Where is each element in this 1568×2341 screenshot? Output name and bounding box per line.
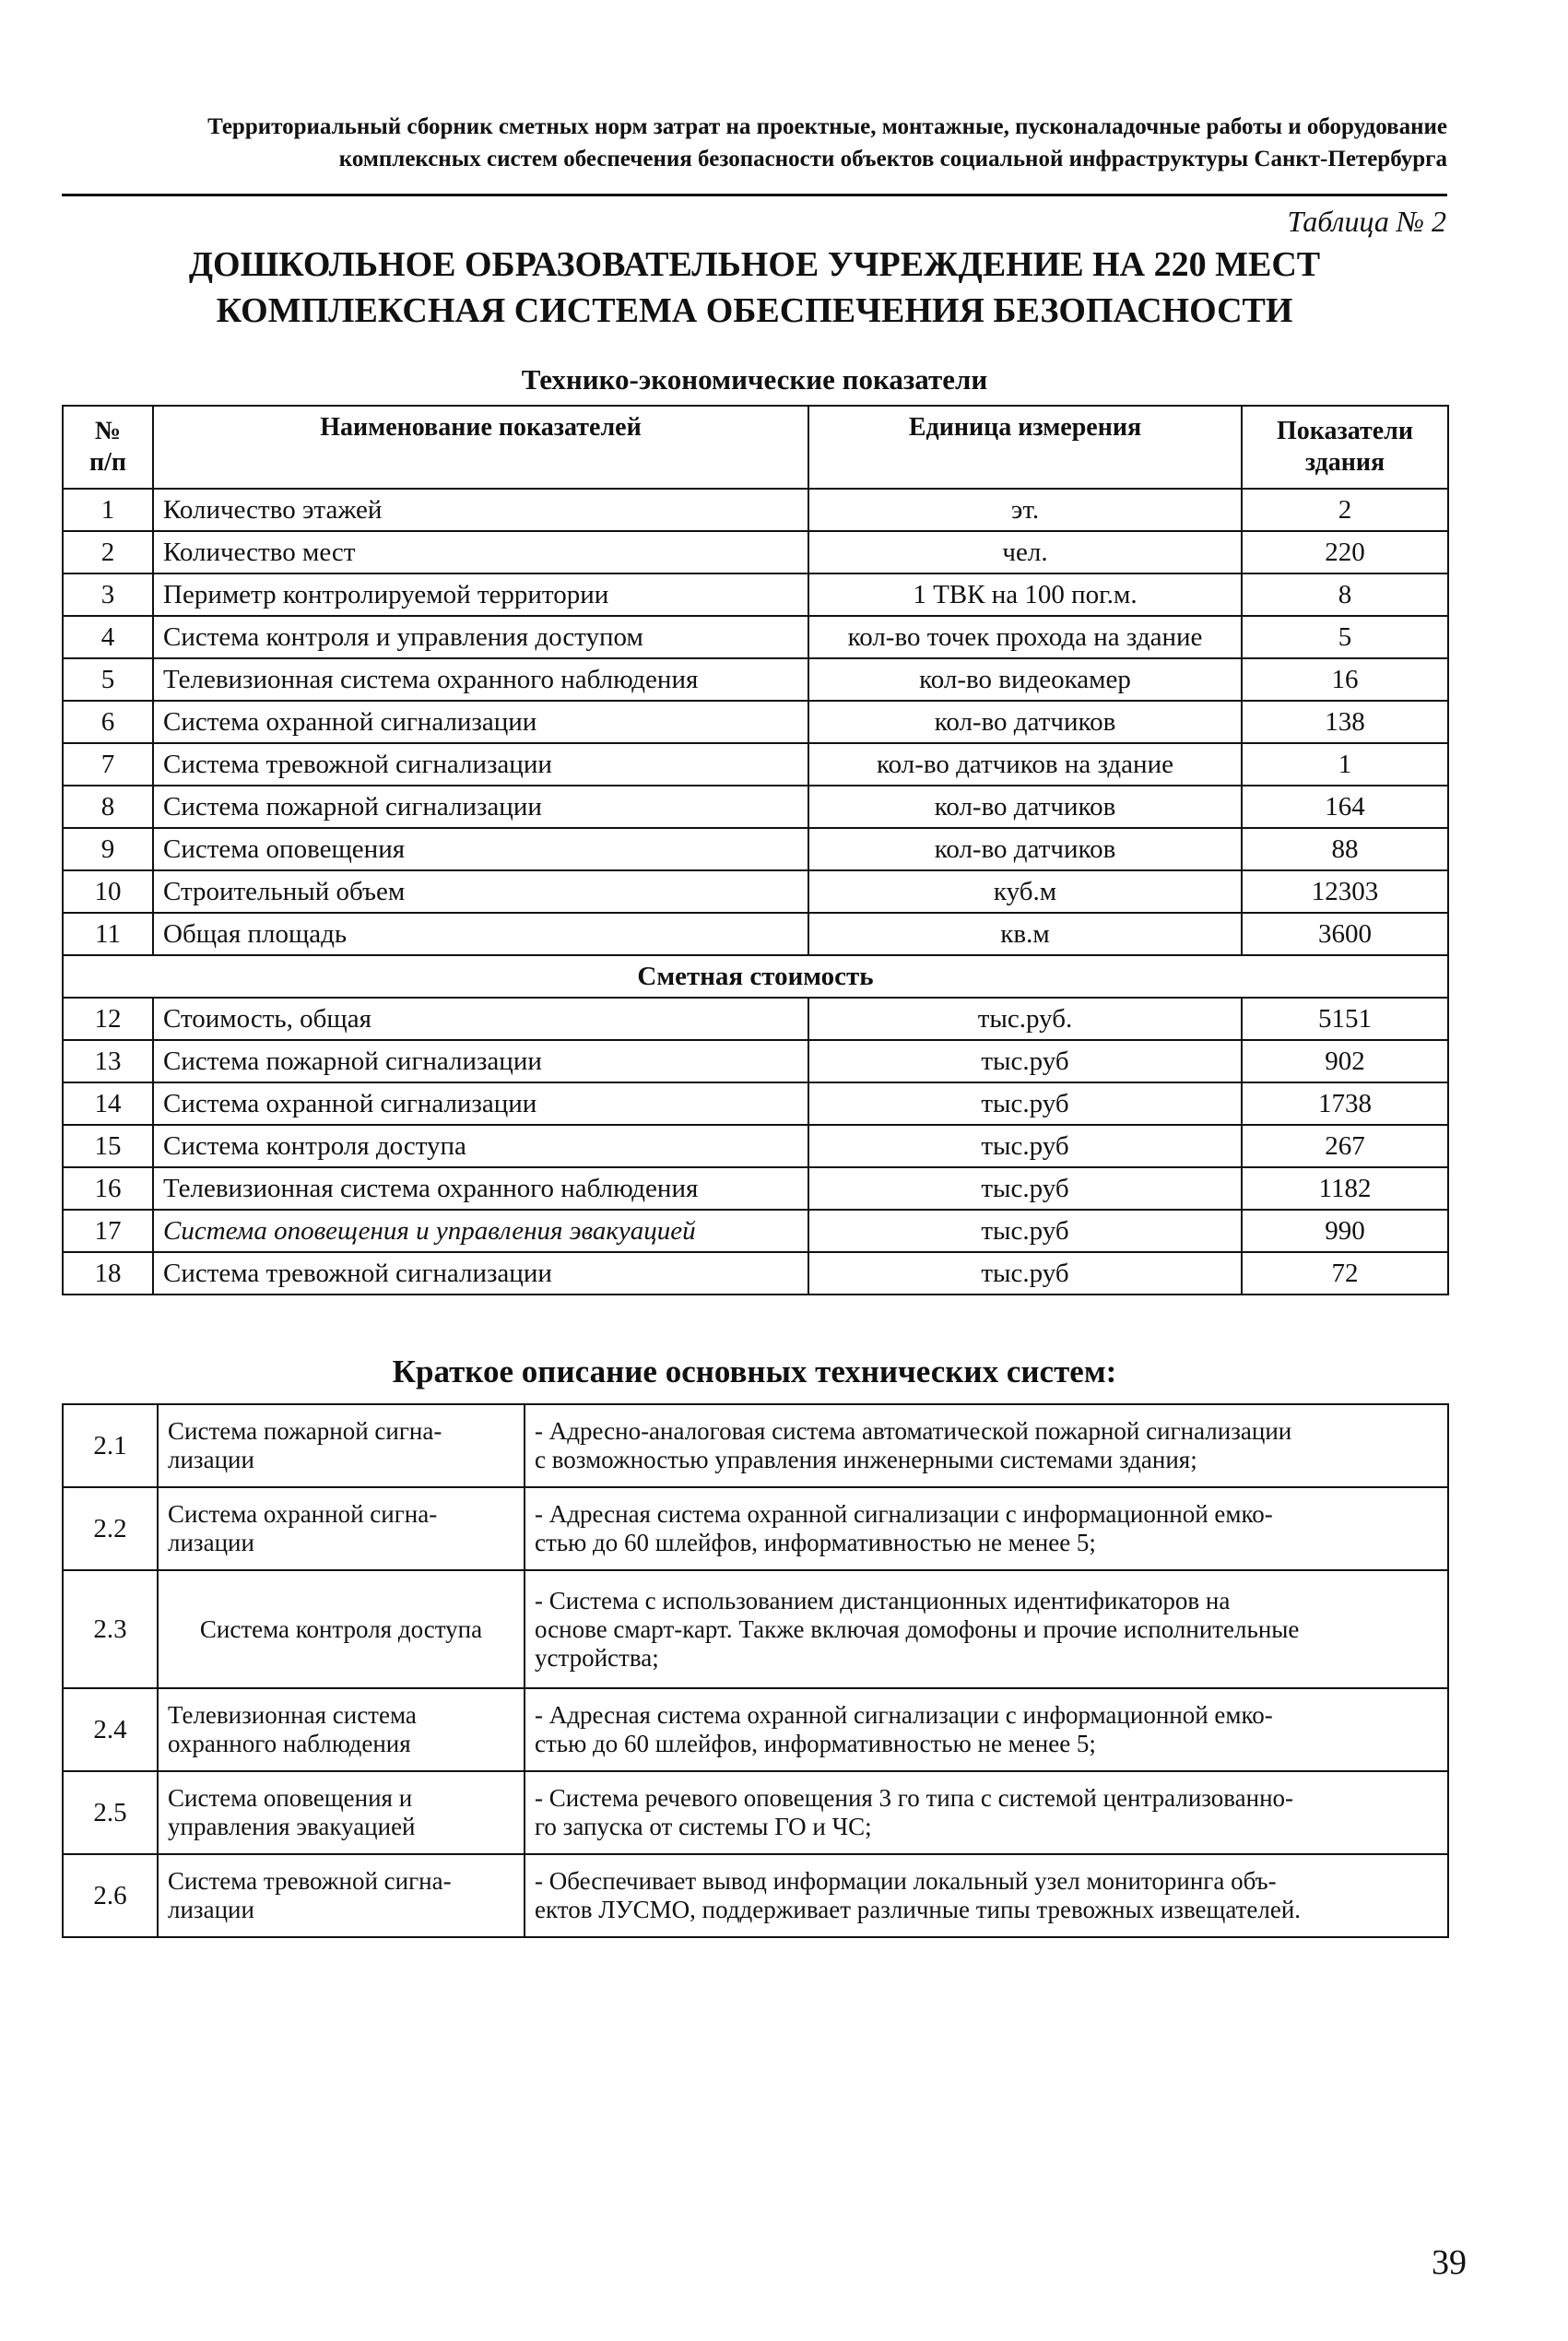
row-value: 1: [1242, 743, 1448, 786]
system-description: [525, 1771, 1448, 1854]
row-name: Количество этажей: [153, 489, 808, 531]
system-number: 2.3: [63, 1570, 158, 1688]
row-number: 17: [63, 1210, 153, 1252]
system-description-line-2: основе смарт-карт. Также включая домофоны и прочие исполнительные: [535, 1614, 1300, 1643]
table-row: [63, 913, 1448, 955]
row-value: 5151: [1242, 998, 1448, 1040]
row-number: 5: [63, 658, 153, 701]
title-line-1: ДОШКОЛЬНОЕ ОБРАЗОВАТЕЛЬНОЕ УЧРЕЖДЕНИЕ НА 220 МЕСТ: [188, 245, 1321, 284]
row-name: Система тревожной сигнализации: [153, 743, 808, 786]
system-name: [158, 1771, 525, 1854]
system-name: [158, 1570, 525, 1688]
system-name-line-2: управления эвакуацией: [168, 1813, 416, 1840]
row-number: 12: [63, 998, 153, 1040]
systems-table: [62, 1403, 1449, 1938]
system-description-line-2: ектов ЛУСМО, поддерживает различные типы тревожных извещателей.: [535, 1896, 1302, 1923]
row-number: 2: [63, 531, 153, 573]
system-row: [63, 1854, 1448, 1937]
system-description-line-1: - Система с использованием дистанционных идентификаторов на: [535, 1586, 1231, 1614]
row-unit: кол-во датчиков: [808, 786, 1242, 828]
system-description: [525, 1487, 1448, 1570]
row-value: 990: [1242, 1210, 1448, 1252]
row-value: 8: [1242, 573, 1448, 616]
row-unit: тыс.руб: [808, 1167, 1242, 1210]
row-unit: кв.м: [808, 913, 1242, 955]
row-value: 164: [1242, 786, 1448, 828]
row-value: 88: [1242, 828, 1448, 870]
system-description-line-1: - Адресная система охранной сигнализации с информационной емко-: [535, 1701, 1273, 1729]
table-row: [63, 743, 1448, 786]
running-header-line-1: Территориальный сборник сметных норм затрат на проектные, монтажные, пусконаладочные работы и оборудование: [207, 114, 1447, 139]
table-row: [63, 828, 1448, 870]
system-row: [63, 1688, 1448, 1771]
title-line-2: КОМПЛЕКСНАЯ СИСТЕМА ОБЕСПЕЧЕНИЯ БЕЗОПАСНОСТИ: [216, 291, 1293, 330]
system-name-line-2: охранного наблюдения: [168, 1730, 411, 1757]
table-row: [63, 489, 1448, 531]
table-label: Таблица № 2: [1287, 205, 1446, 238]
row-name: Периметр контролируемой территории: [153, 573, 808, 616]
system-name: [158, 1854, 525, 1937]
row-name: Количество мест: [153, 531, 808, 573]
row-number: 1: [63, 489, 153, 531]
row-unit: кол-во видеокамер: [808, 658, 1242, 701]
table-row: [63, 616, 1448, 658]
header-value: [1242, 406, 1448, 489]
row-value: 72: [1242, 1252, 1448, 1295]
system-name-line-1: Система охранной сигна-: [168, 1500, 438, 1528]
table-row: [63, 701, 1448, 743]
system-name: [158, 1487, 525, 1570]
row-name: Телевизионная система охранного наблюдения: [153, 1167, 808, 1210]
system-name: [158, 1688, 525, 1771]
row-name: Система пожарной сигнализации: [153, 786, 808, 828]
row-name: Система охранной сигнализации: [153, 1082, 808, 1125]
system-description-line-1: - Адресно-аналоговая система автоматической пожарной сигнализации: [535, 1417, 1292, 1445]
row-unit: тыс.руб: [808, 1040, 1242, 1082]
row-unit: 1 ТВК на 100 пог.м.: [808, 573, 1242, 616]
system-number: 2.5: [63, 1771, 158, 1854]
row-number: 13: [63, 1040, 153, 1082]
row-name: Общая площадь: [153, 913, 808, 955]
system-description-line-2: стью до 60 шлейфов, информативностью не менее 5;: [535, 1730, 1096, 1757]
row-name: Система оповещения и управления эвакуацией: [153, 1210, 808, 1252]
system-description-line-2: стью до 60 шлейфов, информативностью не менее 5;: [535, 1529, 1096, 1556]
row-value: 220: [1242, 531, 1448, 573]
row-unit: куб.м: [808, 870, 1242, 913]
system-description-line-1: - Система речевого оповещения 3 го типа с системой централизованно-: [535, 1784, 1294, 1812]
header-rule: [62, 194, 1447, 196]
system-row: [63, 1404, 1448, 1487]
system-name-line-1: Система оповещения и: [168, 1784, 413, 1812]
row-name: Система охранной сигнализации: [153, 701, 808, 743]
row-value: 12303: [1242, 870, 1448, 913]
system-number: 2.2: [63, 1487, 158, 1570]
table-row: [63, 1252, 1448, 1295]
row-name: Строительный объем: [153, 870, 808, 913]
row-value: 16: [1242, 658, 1448, 701]
row-value: 5: [1242, 616, 1448, 658]
running-header-line-2: комплексных систем обеспечения безопасности объектов социальной инфраструктуры Санкт-Петербурга: [338, 147, 1447, 171]
table-row: [63, 573, 1448, 616]
header-number: [63, 406, 153, 489]
row-value: 902: [1242, 1040, 1448, 1082]
table-row: [63, 870, 1448, 913]
header-value-line-1: Показатели: [1276, 417, 1414, 445]
row-value: 267: [1242, 1125, 1448, 1167]
row-number: 8: [63, 786, 153, 828]
table-row: [63, 1167, 1448, 1210]
row-unit: кол-во точек прохода на здание: [808, 616, 1242, 658]
row-unit: тыс.руб: [808, 1125, 1242, 1167]
system-description: [525, 1404, 1448, 1487]
cost-section-heading: Сметная стоимость: [63, 955, 1448, 998]
header-value-line-2: здания: [1304, 448, 1385, 477]
row-value: 3600: [1242, 913, 1448, 955]
system-description: [525, 1854, 1448, 1937]
row-value: 2: [1242, 489, 1448, 531]
row-number: 15: [63, 1125, 153, 1167]
system-name-line-1: Телевизионная система: [168, 1701, 417, 1729]
row-number: 7: [63, 743, 153, 786]
header-number-line-2: п/п: [88, 448, 127, 477]
system-description-line-3: устройства;: [535, 1643, 659, 1672]
row-unit: тыс.руб: [808, 1252, 1242, 1295]
table-row: [63, 998, 1448, 1040]
header-number-line-1: №: [94, 417, 122, 445]
row-value: 138: [1242, 701, 1448, 743]
row-value: 1738: [1242, 1082, 1448, 1125]
system-name-line-1: Система тревожной сигна-: [168, 1867, 452, 1895]
system-row: [63, 1771, 1448, 1854]
row-number: 14: [63, 1082, 153, 1125]
system-name-line-2: лизации: [168, 1446, 254, 1473]
system-name-line-2: лизации: [168, 1529, 254, 1556]
row-name: Телевизионная система охранного наблюдения: [153, 658, 808, 701]
system-name: [158, 1404, 525, 1487]
system-number: 2.1: [63, 1404, 158, 1487]
system-description-line-1: - Адресная система охранной сигнализации с информационной емко-: [535, 1500, 1273, 1528]
table-row: [63, 531, 1448, 573]
row-unit: чел.: [808, 531, 1242, 573]
table-row: [63, 1210, 1448, 1252]
system-description: [525, 1570, 1448, 1688]
row-number: 10: [63, 870, 153, 913]
system-row: [63, 1487, 1448, 1570]
system-description: [525, 1688, 1448, 1771]
row-number: 3: [63, 573, 153, 616]
row-unit: эт.: [808, 489, 1242, 531]
cost-section-row: [63, 955, 1448, 998]
system-description-line-1: - Обеспечивает вывод информации локальный узел мониторинга объ-: [535, 1867, 1277, 1895]
row-number: 16: [63, 1167, 153, 1210]
table-row: [63, 786, 1448, 828]
row-name: Система тревожной сигнализации: [153, 1252, 808, 1295]
row-name: Система контроля и управления доступом: [153, 616, 808, 658]
table-row: [63, 1040, 1448, 1082]
indicators-table: [62, 405, 1449, 1295]
system-number: 2.4: [63, 1688, 158, 1771]
row-unit: кол-во датчиков: [808, 701, 1242, 743]
page-number: 39: [1432, 2243, 1467, 2282]
row-number: 6: [63, 701, 153, 743]
system-name-line-1: Система пожарной сигна-: [168, 1417, 442, 1445]
row-name: Стоимость, общая: [153, 998, 808, 1040]
system-description-line-2: го запуска от системы ГО и ЧС;: [535, 1813, 872, 1840]
row-unit: тыс.руб.: [808, 998, 1242, 1040]
row-number: 4: [63, 616, 153, 658]
row-unit: тыс.руб: [808, 1210, 1242, 1252]
running-header: [65, 111, 1447, 175]
row-number: 11: [63, 913, 153, 955]
system-name-line-2: лизации: [168, 1896, 254, 1923]
row-name: Система контроля доступа: [153, 1125, 808, 1167]
table-row: [63, 1082, 1448, 1125]
row-number: 9: [63, 828, 153, 870]
header-unit: Единица измерения: [808, 406, 1242, 489]
indicators-caption: Технико-экономические показатели: [521, 363, 988, 396]
document-title: [62, 242, 1447, 334]
row-name: Система пожарной сигнализации: [153, 1040, 808, 1082]
row-value: 1182: [1242, 1167, 1448, 1210]
row-unit: кол-во датчиков: [808, 828, 1242, 870]
system-number: 2.6: [63, 1854, 158, 1937]
system-name-line-1: Система контроля доступа: [199, 1614, 483, 1643]
table-row: [63, 658, 1448, 701]
systems-caption: Краткое описание основных технических систем:: [392, 1354, 1117, 1389]
table-row: [63, 1125, 1448, 1167]
row-unit: тыс.руб: [808, 1082, 1242, 1125]
system-row: [63, 1570, 1448, 1688]
row-name: Система оповещения: [153, 828, 808, 870]
row-number: 18: [63, 1252, 153, 1295]
row-unit: кол-во датчиков на здание: [808, 743, 1242, 786]
indicators-header-row: [63, 406, 1448, 489]
system-description-line-2: с возможностью управления инженерными системами здания;: [535, 1446, 1197, 1473]
header-name: Наименование показателей: [153, 406, 808, 489]
